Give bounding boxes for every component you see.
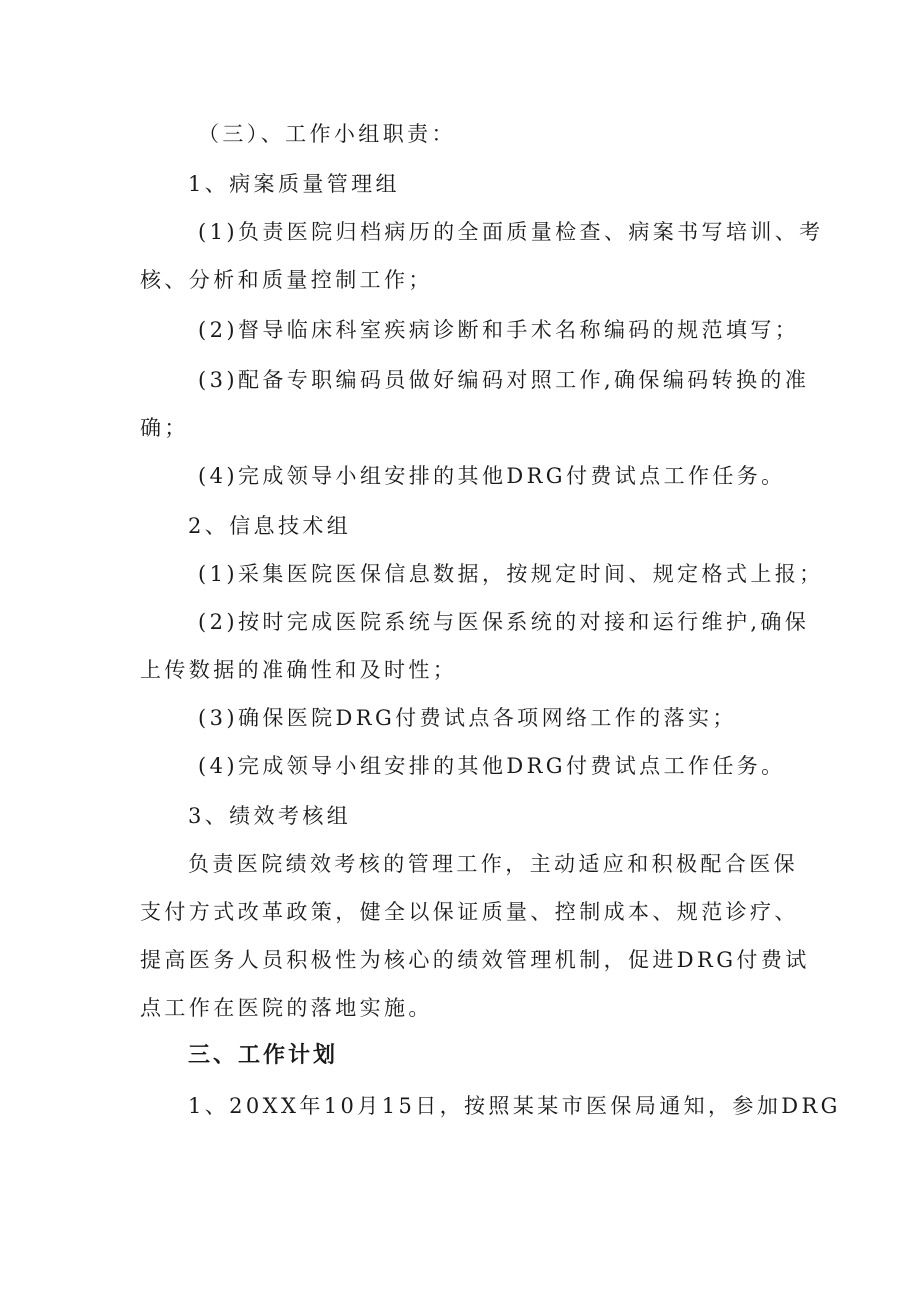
- paragraph-line: 核、分析和质量控制工作；: [140, 268, 433, 292]
- paragraph-line: (4)完成领导小组安排的其他DRG付费试点工作任务。: [198, 754, 786, 778]
- paragraph-line: 1、20XX年10月15日，按照某某市医保局通知，参加DRG: [188, 1094, 841, 1118]
- group-heading-information-technology: 2、信息技术组: [188, 514, 352, 538]
- group-heading-medical-record-quality: 1、病案质量管理组: [188, 172, 400, 196]
- paragraph-line: (1)负责医院归档病历的全面质量检查、病案书写培训、考: [198, 220, 824, 244]
- section-heading-work-plan: 三、工作计划: [188, 1043, 339, 1068]
- group-heading-performance-assessment: 3、绩效考核组: [188, 804, 352, 828]
- paragraph-line: (1)采集医院医保信息数据，按规定时间、规定格式上报；: [198, 562, 824, 586]
- paragraph-line: 点工作在医院的落地实施。: [140, 996, 433, 1020]
- paragraph-line: 负责医院绩效考核的管理工作，主动适应和积极配合医保: [188, 852, 798, 876]
- paragraph-line: (2)按时完成医院系统与医保系统的对接和运行维护,确保: [198, 610, 810, 634]
- paragraph-line: 提高医务人员积极性为核心的绩效管理机制，促进DRG付费试: [140, 948, 810, 972]
- paragraph-line: 上传数据的准确性和及时性；: [140, 658, 458, 682]
- subsection-heading-work-group-duties: （三）、工作小组职责：: [198, 122, 456, 146]
- paragraph-line: (3)配备专职编码员做好编码对照工作,确保编码转换的准: [198, 368, 810, 392]
- paragraph-line: 支付方式改革政策，健全以保证质量、控制成本、规范诊疗、: [140, 900, 799, 924]
- paragraph-line: (3)确保医院DRG付费试点各项网络工作的落实；: [198, 706, 737, 730]
- paragraph-line: 确；: [140, 416, 189, 440]
- paragraph-line: (4)完成领导小组安排的其他DRG付费试点工作任务。: [198, 464, 786, 488]
- paragraph-line: (2)督导临床科室疾病诊断和手术名称编码的规范填写；: [198, 318, 800, 342]
